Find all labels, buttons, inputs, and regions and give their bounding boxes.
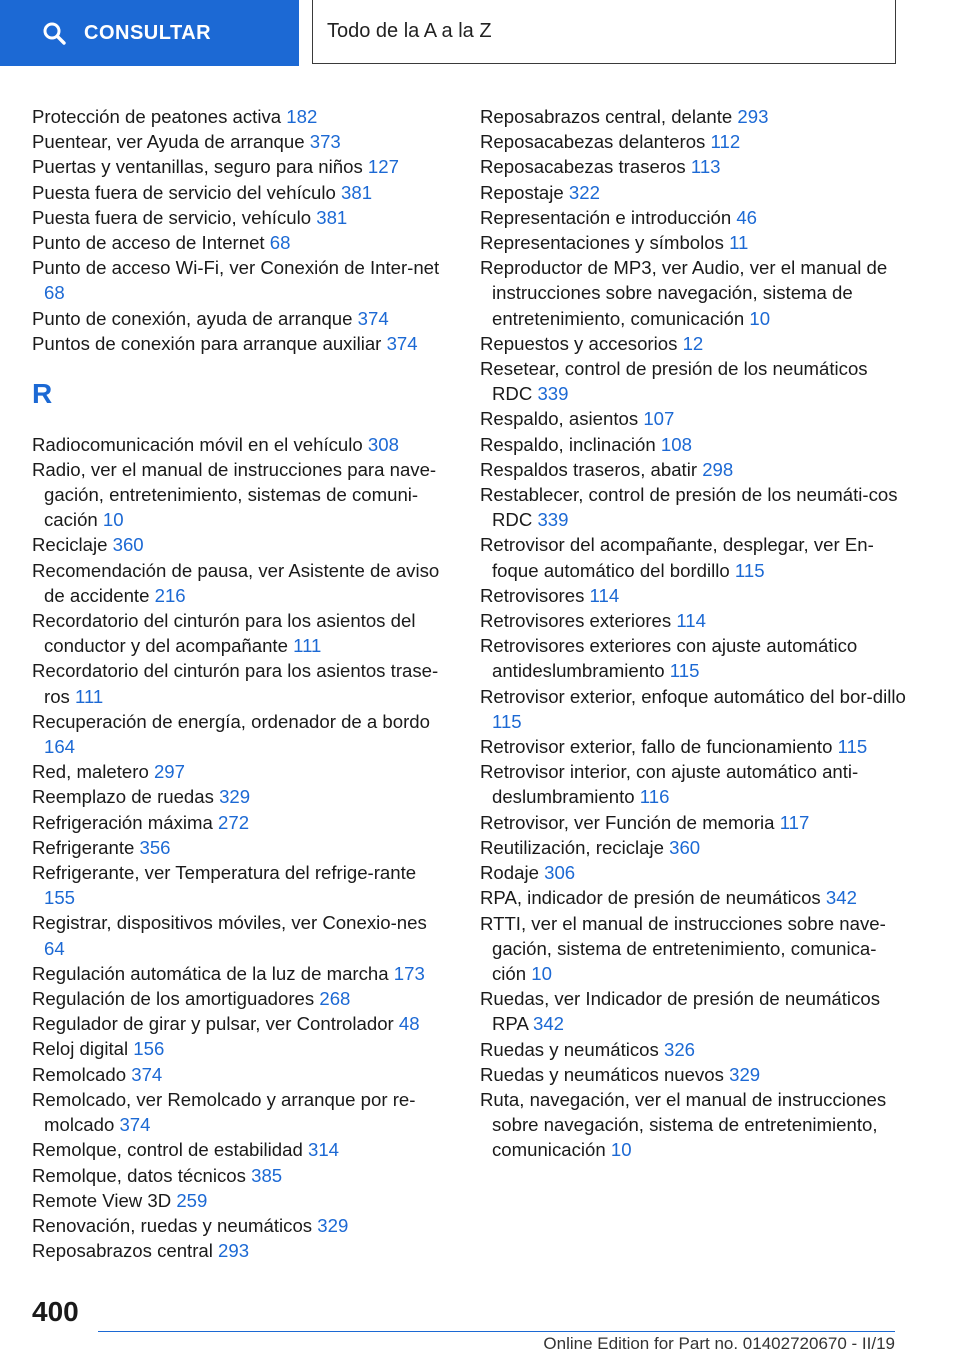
index-entry xyxy=(32,709,452,759)
index-entry xyxy=(32,205,452,230)
index-entry-page-link[interactable]: 339 xyxy=(537,383,569,405)
index-entry xyxy=(480,205,910,230)
index-entry-text: Puertas y ventanillas, seguro para niños xyxy=(32,156,363,178)
index-entry-text: Retrovisores xyxy=(480,584,585,606)
index-entry-page-link[interactable]: 381 xyxy=(316,206,348,228)
index-entry xyxy=(480,583,910,608)
index-entry-page-link[interactable]: 329 xyxy=(317,1214,349,1236)
index-entry-text: Representaciones y símbolos xyxy=(480,232,724,254)
index-entry xyxy=(480,331,910,356)
index-entry-page-link[interactable]: 306 xyxy=(544,862,576,884)
index-entry-text: Regulador de girar y pulsar, ver Controlador xyxy=(32,1013,394,1035)
index-entry xyxy=(480,860,910,885)
index-entry-page-link[interactable]: 314 xyxy=(307,1139,340,1161)
index-entry xyxy=(480,911,910,987)
index-entry-text: Reposabrazos central xyxy=(32,1240,213,1262)
index-entry xyxy=(32,432,452,457)
index-entry-page-link[interactable]: 64 xyxy=(44,937,65,959)
index-entry xyxy=(32,1188,452,1213)
index-entry-text: Ruedas y neumáticos nuevos xyxy=(480,1063,724,1085)
consult-label: CONSULTAR xyxy=(84,21,212,44)
index-entry-page-link[interactable]: 329 xyxy=(219,786,251,808)
index-entry-text: Protección de peatones activa xyxy=(32,106,282,127)
index-entry-text: Reemplazo de ruedas xyxy=(32,786,214,808)
index-entry-page-link[interactable]: 10 xyxy=(102,509,124,531)
index-entry-text: Registrar, dispositivos móviles, ver Conexio‐nes xyxy=(32,912,427,934)
index-entry-page-link[interactable]: 114 xyxy=(589,584,620,606)
index-entry-page-link[interactable]: 10 xyxy=(610,1139,632,1161)
index-section-letter: R xyxy=(32,377,53,409)
index-entry xyxy=(480,885,910,910)
index-entry-page-link[interactable]: 127 xyxy=(367,156,399,178)
index-entry-page-link[interactable]: 108 xyxy=(660,433,692,455)
index-entry xyxy=(32,1137,452,1162)
index-entry xyxy=(480,129,910,154)
index-entry-text: Retrovisor interior, con ajuste automático anti‐deslumbramiento xyxy=(480,761,859,808)
index-entry xyxy=(32,230,452,255)
index-entry-page-link[interactable]: 374 xyxy=(357,307,389,329)
index-entry xyxy=(480,230,910,255)
index-entry-text: Retrovisor exterior, enfoque automático del bor‐dillo xyxy=(480,685,906,707)
index-entry-text: Reposabrazos central, delante xyxy=(480,106,733,127)
index-entry-page-link[interactable]: 268 xyxy=(319,988,351,1010)
index-entry-page-link[interactable]: 111 xyxy=(293,635,322,657)
index-column-left xyxy=(32,104,452,1263)
index-entry-page-link[interactable]: 112 xyxy=(710,131,741,153)
index-entry-page-link[interactable]: 374 xyxy=(386,332,418,354)
index-entry-page-link[interactable]: 113 xyxy=(690,156,721,178)
index-entry-page-link[interactable]: 360 xyxy=(669,836,701,858)
index-entry-page-link[interactable]: 115 xyxy=(669,660,700,682)
index-entry-page-link[interactable]: 164 xyxy=(44,736,76,758)
index-entry-text: Puntos de conexión para arranque auxiliar xyxy=(32,332,382,354)
index-entry-page-link[interactable]: 329 xyxy=(729,1063,761,1085)
index-entry-text: Reloj digital xyxy=(32,1038,129,1060)
index-entry xyxy=(480,255,910,331)
index-entry-page-link[interactable]: 360 xyxy=(112,534,144,556)
index-entry xyxy=(32,1062,452,1087)
index-entry xyxy=(480,633,910,683)
index-entry-text: Refrigerante xyxy=(32,836,135,858)
index-entry-page-link[interactable]: 216 xyxy=(154,584,186,606)
index-entry xyxy=(480,759,910,809)
index-entry-page-link[interactable]: 11 xyxy=(729,232,749,254)
index-entry xyxy=(32,608,452,658)
index-entry-page-link[interactable]: 342 xyxy=(533,1013,565,1035)
index-entry-page-link[interactable]: 356 xyxy=(139,836,171,858)
index-entry-page-link[interactable]: 342 xyxy=(825,887,857,909)
footer-edition-text: Online Edition for Part no. 01402720670 - II/19 xyxy=(543,1334,895,1353)
index-entry-text: Retrovisores exteriores xyxy=(480,610,672,632)
index-entry-page-link[interactable]: 293 xyxy=(218,1240,250,1262)
index-entry-page-link[interactable]: 173 xyxy=(393,962,425,984)
index-entry-page-link[interactable]: 308 xyxy=(367,433,399,455)
index-entry-text: Retrovisor exterior, fallo de funcionamiento xyxy=(480,736,833,758)
index-entry-page-link[interactable]: 115 xyxy=(734,559,765,581)
index-entry-text: Repuestos y accesorios xyxy=(480,332,678,354)
index-entry xyxy=(480,1087,910,1163)
index-entry-text: Regulación de los amortiguadores xyxy=(32,988,315,1010)
index-entry-text: Reutilización, reciclaje xyxy=(480,836,664,858)
index-entry xyxy=(480,104,910,129)
index-entry-text: Restablecer, control de presión de los neumáti‐cos RDC xyxy=(480,484,898,531)
index-entry-page-link[interactable]: 48 xyxy=(398,1013,420,1035)
index-entry-page-link[interactable]: 293 xyxy=(737,106,769,127)
index-entry-text: Ruedas y neumáticos xyxy=(480,1038,659,1060)
index-entry-text: Reproductor de MP3, ver Audio, ver el manual de instrucciones sobre navegación, sistema de entretenimiento, comunicación xyxy=(480,257,888,329)
index-entry-page-link[interactable]: 374 xyxy=(119,1114,151,1136)
index-entry xyxy=(32,835,452,860)
index-entry-page-link[interactable]: 374 xyxy=(131,1063,163,1085)
index-entry xyxy=(32,1011,452,1036)
index-entry-text: Respaldo, asientos xyxy=(480,408,639,430)
index-entry xyxy=(32,1238,452,1263)
index-entry-text: Remolcado, ver Remolcado y arranque por re‐molcado xyxy=(32,1088,416,1136)
index-entry-text: Retrovisores exteriores con ajuste automático antideslumbramiento xyxy=(480,635,858,682)
index-entry xyxy=(480,457,910,482)
index-entry xyxy=(480,1062,910,1087)
index-entry-text: Resetear, control de presión de los neumáticos RDC xyxy=(480,358,868,405)
index-entry-page-link[interactable]: 115 xyxy=(837,736,868,758)
index-entry xyxy=(480,835,910,860)
index-entry-text: Refrigeración máxima xyxy=(32,811,213,833)
index-entry-page-link[interactable]: 107 xyxy=(643,408,675,430)
index-entry xyxy=(32,331,452,356)
index-entry-text: Recordatorio del cinturón para los asientos del conductor y del acompañante xyxy=(32,610,416,657)
index-entry-text: Recuperación de energía, ordenador de a bordo xyxy=(32,710,430,732)
index-entry-page-link[interactable]: 111 xyxy=(75,685,104,707)
section-tab-a-to-z[interactable] xyxy=(312,0,896,64)
index-entry-text: Reposacabezas traseros xyxy=(480,156,686,178)
footer-divider xyxy=(98,1331,895,1332)
index-entry-text: Representación e introducción xyxy=(480,206,732,228)
header-bar xyxy=(0,0,960,66)
index-entry xyxy=(480,432,910,457)
index-group-r xyxy=(32,432,452,1264)
index-entry xyxy=(32,1213,452,1238)
index-entry xyxy=(480,986,910,1036)
index-entry-text: Punto de conexión, ayuda de arranque xyxy=(32,307,353,329)
index-entry xyxy=(32,1036,452,1061)
index-entry-text: Remolque, control de estabilidad xyxy=(32,1139,303,1161)
index-entry xyxy=(32,306,452,331)
search-icon xyxy=(42,21,66,45)
index-entry-text: Reciclaje xyxy=(32,534,108,556)
index-entry xyxy=(480,406,910,431)
index-group-r-continued xyxy=(480,104,910,1163)
index-entry-text: Rodaje xyxy=(480,862,539,884)
index-entry xyxy=(32,154,452,179)
index-entry-page-link[interactable]: 116 xyxy=(639,786,670,808)
index-entry-page-link[interactable]: 272 xyxy=(218,811,250,833)
index-entry xyxy=(480,734,910,759)
index-entry xyxy=(32,810,452,835)
index-entry-page-link[interactable]: 156 xyxy=(133,1038,165,1060)
index-entry-page-link[interactable]: 297 xyxy=(153,761,185,783)
index-entry-page-link[interactable]: 381 xyxy=(341,181,373,203)
index-entry xyxy=(32,180,452,205)
index-entry-page-link[interactable]: 373 xyxy=(309,131,341,153)
index-entry xyxy=(480,482,910,532)
index-entry-text: Radiocomunicación móvil en el vehículo xyxy=(32,433,363,455)
index-entry-page-link[interactable]: 339 xyxy=(537,509,569,531)
index-entry-text: Ruedas, ver Indicador de presión de neumáticos RPA xyxy=(480,988,881,1035)
index-entry-page-link[interactable]: 114 xyxy=(676,610,706,632)
index-entry xyxy=(32,104,452,129)
page-number: 400 xyxy=(32,1296,79,1327)
index-entry-text: Recordatorio del cinturón para los asientos trase‐ros xyxy=(32,660,439,707)
index-entry-page-link[interactable]: 385 xyxy=(251,1164,283,1186)
index-entry-text: Refrigerante, ver Temperatura del refrige‐rante xyxy=(32,862,417,884)
index-entry-text: Red, maletero xyxy=(32,761,149,783)
index-entry-text: Remolque, datos técnicos xyxy=(32,1164,246,1186)
index-entry-text: Remolcado xyxy=(32,1063,127,1085)
index-entry xyxy=(480,154,910,179)
index-entry-text: Punto de acceso de Internet xyxy=(32,232,265,254)
index-entry-text: RTTI, ver el manual de instrucciones sobre nave‐gación, sistema de entretenimiento, comunica‐ción xyxy=(480,912,886,984)
index-entry-text: Puesta fuera de servicio del vehículo xyxy=(32,181,336,203)
index-entry-text: Ruta, navegación, ver el manual de instrucciones sobre navegación, sistema de entretenimiento, comunicación xyxy=(480,1088,887,1161)
index-entry xyxy=(32,860,452,910)
index-entry-text: Respaldo, inclinación xyxy=(480,433,656,455)
index-entry xyxy=(32,129,452,154)
index-entry-text: Respaldos traseros, abatir xyxy=(480,458,698,480)
index-entry-page-link[interactable]: 298 xyxy=(702,458,734,480)
index-entry xyxy=(32,986,452,1011)
index-entry-text: Radio, ver el manual de instrucciones para nave‐gación, entretenimiento, sistemas de comuni‐cación xyxy=(32,458,437,531)
index-entry-text: Repostaje xyxy=(480,181,564,203)
index-entry-text: Recomendación de pausa, ver Asistente de aviso de accidente xyxy=(32,559,440,606)
index-entry xyxy=(32,784,452,809)
index-entry xyxy=(480,180,910,205)
index-entry xyxy=(480,532,910,582)
index-entry-text: RPA, indicador de presión de neumáticos xyxy=(480,887,821,909)
section-tab-label: Todo de la A a la Z xyxy=(327,20,492,42)
index-entry xyxy=(32,910,452,960)
index-entry-text: Renovación, ruedas y neumáticos xyxy=(32,1214,313,1236)
index-entry xyxy=(32,558,452,608)
index-entry xyxy=(480,608,910,633)
index-entry-page-link[interactable]: 46 xyxy=(736,206,758,228)
index-entry-text: Remote View 3D xyxy=(32,1189,172,1211)
index-entry-page-link[interactable]: 117 xyxy=(779,811,810,833)
index-entry xyxy=(480,356,910,406)
index-entry-page-link[interactable]: 10 xyxy=(749,307,771,329)
consult-button[interactable] xyxy=(0,0,299,66)
index-entry-page-link[interactable]: 68 xyxy=(269,232,291,254)
index-entry xyxy=(32,1087,452,1137)
index-entry xyxy=(32,961,452,986)
index-entry-text: Reposacabezas delanteros xyxy=(480,131,706,153)
index-entry-text: Regulación automática de la luz de marcha xyxy=(32,962,389,984)
index-group-p xyxy=(32,104,452,356)
index-entry xyxy=(32,759,452,784)
index-entry xyxy=(32,255,452,305)
index-entry-page-link[interactable]: 155 xyxy=(44,887,76,909)
index-entry xyxy=(32,658,452,708)
index-column-right xyxy=(480,104,910,1163)
index-entry-text: Retrovisor del acompañante, desplegar, ver En‐foque automático del bordillo xyxy=(480,534,874,581)
index-entry-page-link[interactable]: 322 xyxy=(568,181,600,203)
index-entry-page-link[interactable]: 182 xyxy=(286,106,318,127)
index-entry-page-link[interactable]: 68 xyxy=(44,282,65,304)
index-entry-text: Punto de acceso Wi-Fi, ver Conexión de Inter‐net xyxy=(32,257,440,279)
index-entry-page-link[interactable]: 12 xyxy=(682,332,704,354)
index-entry xyxy=(480,810,910,835)
index-entry-text: Retrovisor, ver Función de memoria xyxy=(480,811,775,833)
index-entry xyxy=(480,1037,910,1062)
index-entry xyxy=(32,1163,452,1188)
index-entry-text: Puesta fuera de servicio, vehículo xyxy=(32,206,312,228)
index-entry xyxy=(32,457,452,533)
index-entry-page-link[interactable]: 326 xyxy=(663,1038,696,1060)
index-entry-text: Puentear, ver Ayuda de arranque xyxy=(32,131,305,153)
index-entry-page-link[interactable]: 10 xyxy=(531,962,552,984)
index-entry-page-link[interactable]: 115 xyxy=(492,710,522,732)
index-entry xyxy=(480,684,910,734)
index-entry xyxy=(32,532,452,557)
index-entry-page-link[interactable]: 259 xyxy=(176,1189,208,1211)
